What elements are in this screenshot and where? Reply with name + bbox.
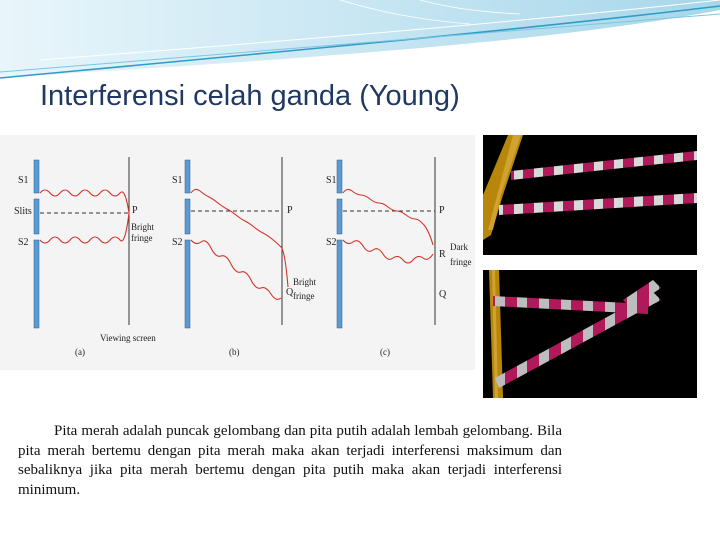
- label-tag-b: (b): [229, 347, 240, 357]
- label-s2-a: S2: [18, 237, 29, 248]
- label-bright-b: Bright: [293, 277, 317, 287]
- double-slit-diagram: [0, 135, 475, 370]
- label-fringe-b: fringe: [293, 291, 315, 301]
- wave-band-simulation-bottom: [483, 270, 697, 398]
- label-q-b: Q: [286, 287, 294, 298]
- label-s1-a: S1: [18, 175, 29, 186]
- label-viewing-screen: Viewing screen: [100, 333, 156, 343]
- label-bright-a: Bright: [131, 222, 155, 232]
- label-fringe-c: fringe: [450, 257, 472, 267]
- label-r-c: R: [439, 249, 446, 260]
- slide-title: Interferensi celah ganda (Young): [40, 80, 460, 112]
- label-p-b: P: [287, 205, 293, 216]
- panel-b: [172, 157, 317, 357]
- label-p-a: P: [132, 205, 138, 216]
- label-s2-b: S2: [172, 237, 183, 248]
- panel-a: [14, 157, 156, 357]
- label-s1-b: S1: [172, 175, 183, 186]
- wave-band-simulation-top: [483, 135, 697, 255]
- label-q-c: Q: [439, 289, 447, 300]
- caption-text: Pita merah adalah puncak gelombang dan pita putih adalah lembah gelombang. Bila pita merah bertemu dengan pita merah maka akan terjadi interferensi maksimum dan sebaliknya jika pita merah bertemu dengan pita putih maka akan terjadi interferensi minimum.: [18, 423, 562, 498]
- label-fringe-a: fringe: [131, 233, 153, 243]
- label-tag-c: (c): [380, 347, 390, 357]
- header-decoration: [0, 0, 720, 90]
- label-slits-a: Slits: [14, 206, 32, 217]
- label-tag-a: (a): [75, 347, 85, 357]
- label-p-c: P: [439, 205, 445, 216]
- label-s2-c: S2: [326, 237, 337, 248]
- label-s1-c: S1: [326, 175, 337, 186]
- panel-c: [326, 157, 472, 357]
- label-dark-c: Dark: [450, 242, 468, 252]
